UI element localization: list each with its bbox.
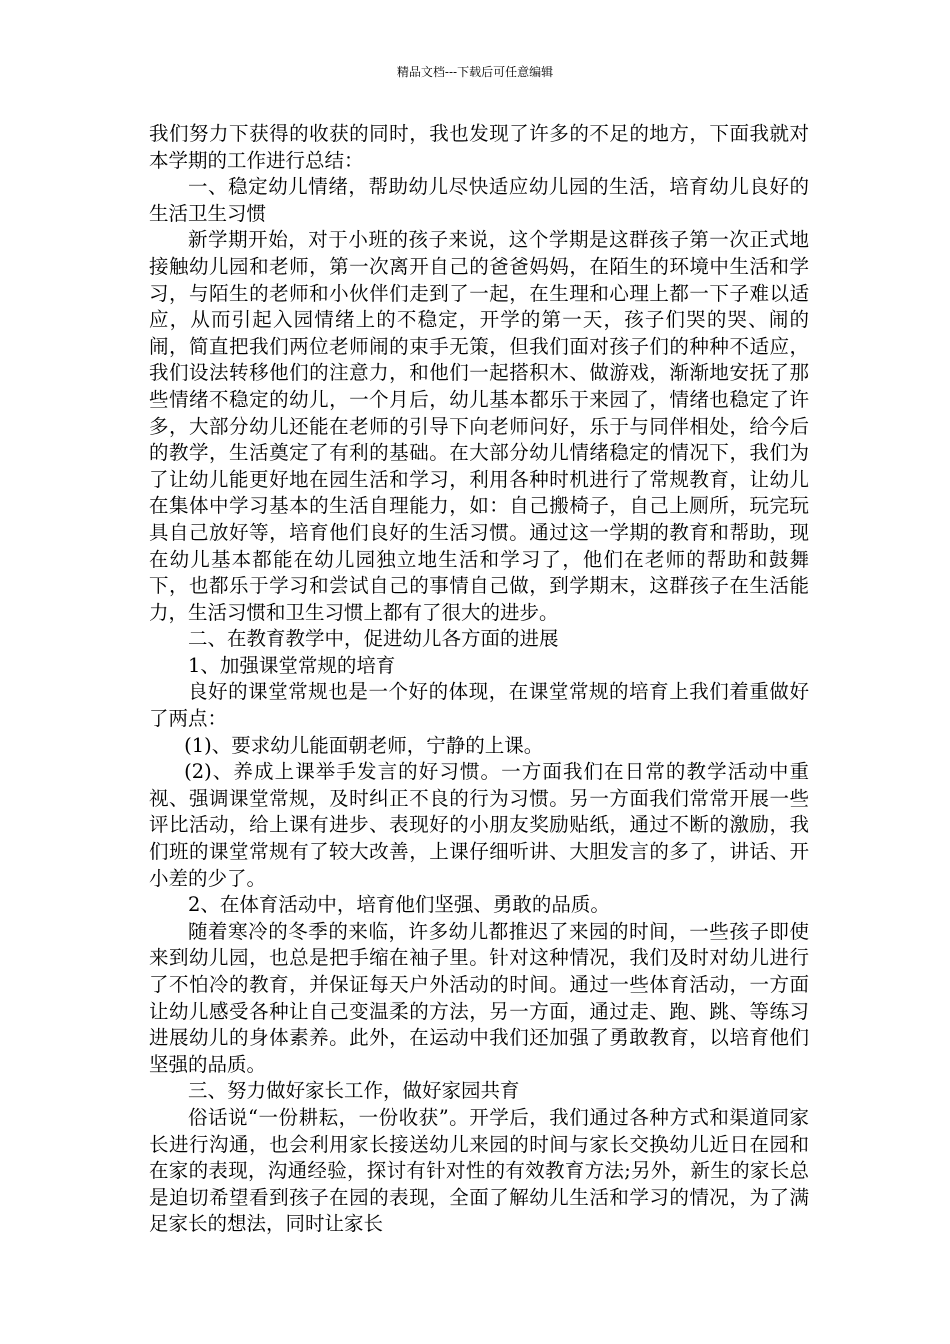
subheading-2-1: 1、加强课堂常规的培育 [188,653,396,677]
paragraph-section-3: 俗话说“一份耕耘，一份收获”。开学后，我们通过各种方式和渠道同家长进行沟通，也会利用家长接送幼儿来园的时间与家长交换幼儿近日在园和在家的表现，沟通经验，探讨有针对性的有效教育方法;另外，新生的家长总是迫切希望看到孩子在园的表现，全面了解幼儿生活和学习的情况，为了满足家长的想法，同时让家长 [149,1105,809,1236]
paragraph-section-1: 新学期开始，对于小班的孩子来说，这个学期是这群孩子第一次正式地接触幼儿园和老师，第一次离开自己的爸爸妈妈，在陌生的环境中生活和学习，与陌生的老师和小伙伴们走到了一起，在生理和心理上都一下子难以适应，从而引起入园情绪上的不稳定，开学的第一天，孩子们哭的哭、闹的闹，简直把我们两位老师闹的束手无策，但我们面对孩子们的种种不适应，我们设法转移他们的注意力，和他们一起搭积木、做游戏，渐渐地安抚了那些情绪不稳定的幼儿，一个月后，幼儿基本都乐于来园了，情绪也稳定了许多，大部分幼儿还能在老师的引导下向老师问好，乐于与同伴相处，给今后的教学，生活奠定了有利的基础。在大部分幼儿情绪稳定的情况下，我们为了让幼儿能更好地在园生活和学习，利用各种时机进行了常规教育，让幼儿在集体中学习基本的生活自理能力，如：自己搬椅子，自己上厕所，玩完玩具自己放好等，培育他们良好的生活习惯。通过这一学期的教育和帮助，现在幼儿基本都能在幼儿园独立地生活和学习了，他们在老师的帮助和鼓舞下，也都乐于学习和尝试自己的事情自己做，到学期末，这群孩子在生活能力，生活习惯和卫生习惯上都有了很大的进步。 [149,228,809,624]
section-heading-1: 一、稳定幼儿情绪，帮助幼儿尽快适应幼儿园的生活，培育幼儿良好的生活卫生习惯 [149,175,809,225]
section-heading-3: 三、努力做好家长工作，做好家园共育 [188,1079,520,1103]
list-item-1: (1)、要求幼儿能面朝老师，宁静的上课。 [184,733,544,757]
paragraph-2-1: 良好的课堂常规也是一个好的体现，在课堂常规的培育上我们着重做好了两点： [149,680,809,731]
document-body [149,121,809,1238]
paragraph-intro: 我们努力下获得的收获的同时，我也发现了许多的不足的地方，下面我就对本学期的工作进行总结： [149,122,809,172]
list-item-2: (2)、养成上课举手发言的好习惯。一方面我们在日常的教学活动中重视、强调课堂常规，及时纠正不良的行为习惯。另一方面我们常常开展一些评比活动，给上课有进步、表现好的小朋友奖励贴纸，通过不断的激励，我们班的课堂常规有了较大改善，上课仔细听讲、大胆发言的多了，讲话、开小差的少了。 [149,760,809,890]
section-heading-2: 二、在教育教学中，促进幼儿各方面的进展 [188,627,559,651]
page-header: 精品文档---下载后可任意编辑 [396,65,554,79]
subheading-2-2: 2、在体育活动中，培育他们坚强、勇敢的品质。 [188,893,610,917]
paragraph-2-2: 随着寒冷的冬季的来临，许多幼儿都推迟了来园的时间，一些孩子即使来到幼儿园，也总是把手缩在袖子里。针对这种情况，我们及时对幼儿进行了不怕冷的教育，并保证每天户外活动的时间。通过一些体育活动，一方面让幼儿感受各种让自己变温柔的方法，另一方面，通过走、跑、跳、等练习进展幼儿的身体素养。此外，在运动中我们还加强了勇敢教育，以培育他们坚强的品质。 [149,919,809,1076]
